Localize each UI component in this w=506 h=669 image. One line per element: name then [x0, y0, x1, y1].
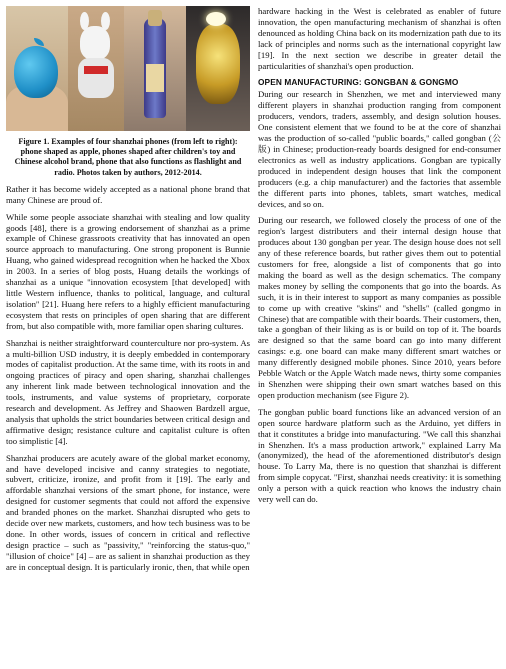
- figure-caption: Figure 1. Examples of four shanzhai phones (from left to right): phone shaped as apple, phones shaped after children's toy and Chinese alcohol brand, phone that also functions as flashlight and radio. Photos taken by authors, 2012-2014.: [14, 137, 242, 177]
- flashlight-phone-shape: [196, 24, 240, 104]
- photo-flashlight-phone: [186, 6, 250, 131]
- figure-1: [6, 6, 250, 131]
- bottle-label-shape: [146, 64, 164, 92]
- toy-scarf-shape: [84, 66, 108, 74]
- body-paragraph: While some people associate shanzhai with stealing and low quality goods [48], there is a growing endorsement of shanzhai as a prime example of Chinese grassroots creativity that has innovated an open source approach to manufacturing. One strong proponent is Bunnie Huang, who gained widespread recognition when he hacked the Xbox in 2003. In a series of blog posts, Huang details the workings of shanzhai as a unique "innovation ecosystem [that developed] with little Western influence, thanks to political, language, and cultural isolation" [21]. Huang here refers to a highly efficient manufacturing ecosystem that rests on principles of open sharing that are different from, but also compatible with, more familiar open sharing cultures.: [6, 211, 250, 331]
- flashlight-light-shape: [206, 12, 226, 26]
- body-paragraph: hardware hacking in the West is celebrated as enabler of future innovation, the open manufacturing mechanism of shanzhai is often denounced as holding China back on its modernization path due to its lack of principles and norms such as the international copyright law [19]. In the next section we describe in greater detail the particularities of shanzhai's open production.: [258, 6, 501, 71]
- apple-phone-shape: [14, 46, 58, 98]
- body-paragraph: Shanzhai producers are acutely aware of the global market economy, and have developed incisive and canny strategies to negotiate, subvert, criticize, ironize, and profit from it [19]. The early and affordable shanzhai versions of the smart phone, for instance, were designed for customer segments that could not afford the expensive and branded phones on the market. Shanzhai disrupted who gets to decide over new markets, customers, and how tech business was to be done. In other words, issues of concern in critical and reflective design practice – such as "passivity," "reinforcing the status-quo," "illusion of choice" [4] – are as salient in shanzhai production as they are in conceptual design. It is particularly ironic, then, that while open: [6, 452, 250, 572]
- bottle-cap-shape: [148, 10, 162, 26]
- body-paragraph: Rather it has become widely accepted as a national phone brand that many Chinese are proud of.: [6, 183, 250, 205]
- apple-leaf-shape: [34, 38, 44, 46]
- body-paragraph: Shanzhai is neither straightforward counterculture nor pro-system. As a multi-billion USD industry, it is deeply embedded in contemporary modes of capitalist production. At the same time, with its roots in and ongoing practices of piracy and open sharing, shanzhai challenges any inherent link made between technological innovation and the tools, instruments, and value systems of proprietary, corporate research and development. As Jeffrey and Shaowen Bardzell argue, analysis that upholds the strict boundaries between critical design and affirmative design; resistance culture and capitalist culture is often too simplistic [4].: [6, 337, 250, 446]
- toy-head-shape: [80, 26, 110, 60]
- left-column: [6, 6, 250, 579]
- body-paragraph: The gongban public board functions like an advanced version of an open source hardware platform such as the Arduino, yet differs in that it constitutes a bridge into manufacturing. "We call this shanzhai in Shenzhen. It's a mass production artwork," explained Larry Ma (anonymized), the head of the aforementioned distributor's design house. To Larry Ma, there is no question that shanzhai is different from simple copycat. "First, shanzhai needs creativity: it is something only a person with a quick reaction who knows the industry chain very well can do.: [258, 406, 501, 505]
- photo-bottle-phone: [124, 6, 186, 131]
- toy-body-shape: [78, 58, 114, 98]
- photo-toy-phone: [68, 6, 124, 131]
- right-column: [258, 6, 501, 511]
- body-paragraph: During our research in Shenzhen, we met and interviewed many different players in shanzhai production ranging from component producers, vendors, traders, assembly, and design solution houses. One consistent element that we found to be at the core of shanzhai was the production of so-called "public boards," called gongban (公版) in Chinese; production-ready boards designed for end-consumer electronics as well as industry applications. Gongban are typically produced in independent design houses that link the component producers (e.g. a chip manufacturer) and the factories that assemble the different parts into phones, tablets, smart watches, medical devices, and so on.: [258, 89, 501, 209]
- body-paragraph: During our research, we followed closely the process of one of the region's largest distributers and their internal design house that produces about 130 gongban per year. The design house does not sell any of these reference boards, but rather gives them out to potential customers for free, alongside a list of components that go into making the board as well as the design schematics. The company makes money by selling the components that go into the boards. As such, it is in their interest to support as many companies as possible to come up with creative "skins" and "shells" (called gongmo in Chinese) that are compatible with their boards. Their customers, then, take a gongban of their liking as is or build on top of it. The boards are designed so that the same board can go into many different casings: e.g. one board can make many different smart watches or many differently designed mobile phones. Since 2010, years before Pebble Watch or the Apple Watch made news, thirty some companies in Shenzhen were shipping their own smart watches based on this open production mechanism (see Figure 2).: [258, 215, 501, 400]
- section-heading: OPEN MANUFACTURING: GONGBAN & GONGMO: [258, 77, 459, 88]
- photo-apple-phone: [6, 6, 68, 131]
